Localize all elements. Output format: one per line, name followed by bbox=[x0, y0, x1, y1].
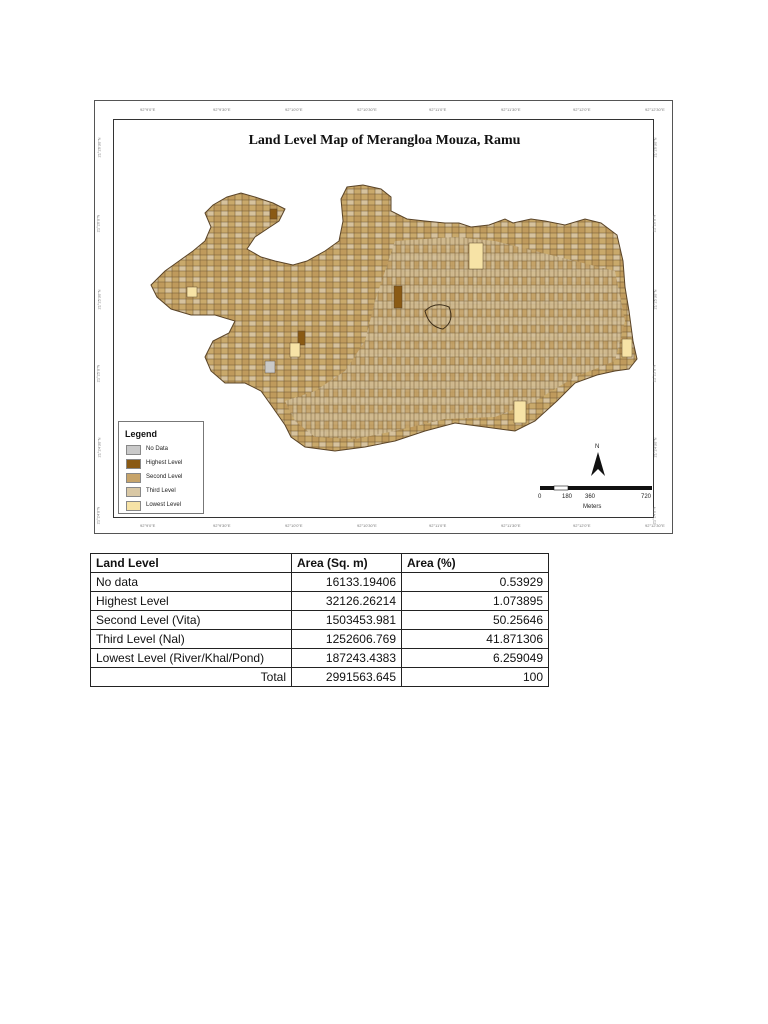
cell-level: Highest Level bbox=[91, 592, 292, 611]
table-row bbox=[91, 649, 549, 668]
tick-bottom: 92°12'0"E bbox=[573, 523, 591, 528]
tick-bottom: 92°10'30"E bbox=[357, 523, 377, 528]
north-arrow bbox=[590, 444, 606, 478]
tick-right: 21°26'30"N bbox=[652, 137, 658, 158]
tick-left: 21°26'30"N bbox=[96, 137, 102, 158]
table-row bbox=[91, 592, 549, 611]
map-legend bbox=[118, 421, 204, 514]
table-row bbox=[91, 611, 549, 630]
tick-left: 21°26'0"N bbox=[95, 214, 101, 233]
header-area-pct: Area (%) bbox=[402, 554, 549, 573]
tick-bottom: 92°9'30"E bbox=[213, 523, 231, 528]
tick-top: 92°12'30"E bbox=[645, 107, 665, 112]
cell-pct: 6.259049 bbox=[402, 649, 549, 668]
cell-area: 32126.26214 bbox=[292, 592, 402, 611]
tick-top: 92°10'0"E bbox=[285, 107, 303, 112]
north-arrow-icon bbox=[590, 452, 606, 478]
cell-total-label: Total bbox=[91, 668, 292, 687]
tick-bottom: 92°9'0"E bbox=[140, 523, 156, 528]
cell-pct: 1.073895 bbox=[402, 592, 549, 611]
scale-tick: 0 bbox=[538, 494, 542, 500]
legend-label: No Data bbox=[146, 446, 169, 452]
tick-bottom: 92°12'30"E bbox=[645, 523, 665, 528]
tick-right: 21°25'30"N bbox=[652, 289, 658, 310]
cell-pct: 50.25646 bbox=[402, 611, 549, 630]
cell-area: 187243.4383 bbox=[292, 649, 402, 668]
legend-label: Highest Level bbox=[146, 460, 183, 466]
table-header-row bbox=[91, 554, 549, 573]
tick-right: 21°24'30"N bbox=[652, 437, 658, 458]
scale-tick: 180 bbox=[562, 494, 573, 500]
scale-unit: Meters bbox=[583, 504, 602, 510]
header-area-sqm: Area (Sq. m) bbox=[292, 554, 402, 573]
table-row bbox=[91, 573, 549, 592]
table-row bbox=[91, 630, 549, 649]
cell-total-area: 2991563.645 bbox=[292, 668, 402, 687]
legend-label: Lowest Level bbox=[146, 502, 182, 508]
cell-level: No data bbox=[91, 573, 292, 592]
legend-swatch bbox=[126, 459, 141, 469]
cell-pct: 0.53929 bbox=[402, 573, 549, 592]
legend-title: Legend bbox=[125, 429, 158, 439]
tick-right: 21°24'0"N bbox=[651, 506, 657, 525]
legend-label: Second Level bbox=[146, 474, 183, 480]
cell-level: Lowest Level (River/Khal/Pond) bbox=[91, 649, 292, 668]
cell-pct: 41.871306 bbox=[402, 630, 549, 649]
tick-bottom: 92°11'30"E bbox=[501, 523, 521, 528]
cell-level: Third Level (Nal) bbox=[91, 630, 292, 649]
tick-top: 92°9'30"E bbox=[213, 107, 231, 112]
tick-left: 21°25'0"N bbox=[95, 364, 101, 383]
tick-top: 92°11'0"E bbox=[429, 107, 447, 112]
land-level-table bbox=[90, 553, 549, 687]
legend-label: Third Level bbox=[146, 488, 176, 494]
tick-top: 92°11'30"E bbox=[501, 107, 521, 112]
table-total-row bbox=[91, 668, 549, 687]
north-label: N bbox=[595, 444, 600, 450]
map-title: Land Level Map of Merangloa Mouza, Ramu bbox=[248, 133, 521, 148]
tick-left: 21°25'30"N bbox=[96, 289, 102, 310]
cell-total-pct: 100 bbox=[402, 668, 549, 687]
scale-bar bbox=[535, 485, 655, 515]
tick-bottom: 92°10'0"E bbox=[285, 523, 303, 528]
legend-swatch bbox=[126, 473, 141, 483]
scale-tick: 360 bbox=[585, 494, 596, 500]
header-land-level: Land Level bbox=[91, 554, 292, 573]
scale-tick: 720 bbox=[641, 494, 652, 500]
tick-right: 21°25'0"N bbox=[651, 364, 657, 383]
tick-top: 92°9'0"E bbox=[140, 107, 156, 112]
tick-left: 21°24'0"N bbox=[95, 506, 101, 525]
legend-swatch bbox=[126, 445, 141, 455]
tick-bottom: 92°11'0"E bbox=[429, 523, 447, 528]
tick-left: 21°24'30"N bbox=[96, 437, 102, 458]
legend-swatch bbox=[126, 501, 141, 511]
scale-bar-graphic bbox=[540, 485, 660, 491]
cell-level: Second Level (Vita) bbox=[91, 611, 292, 630]
cell-area: 1503453.981 bbox=[292, 611, 402, 630]
tick-top: 92°10'30"E bbox=[357, 107, 377, 112]
cell-area: 16133.19406 bbox=[292, 573, 402, 592]
tick-top: 92°12'0"E bbox=[573, 107, 591, 112]
legend-swatch bbox=[126, 487, 141, 497]
tick-right: 21°26'0"N bbox=[651, 214, 657, 233]
cell-area: 1252606.769 bbox=[292, 630, 402, 649]
map-frame bbox=[94, 100, 673, 534]
